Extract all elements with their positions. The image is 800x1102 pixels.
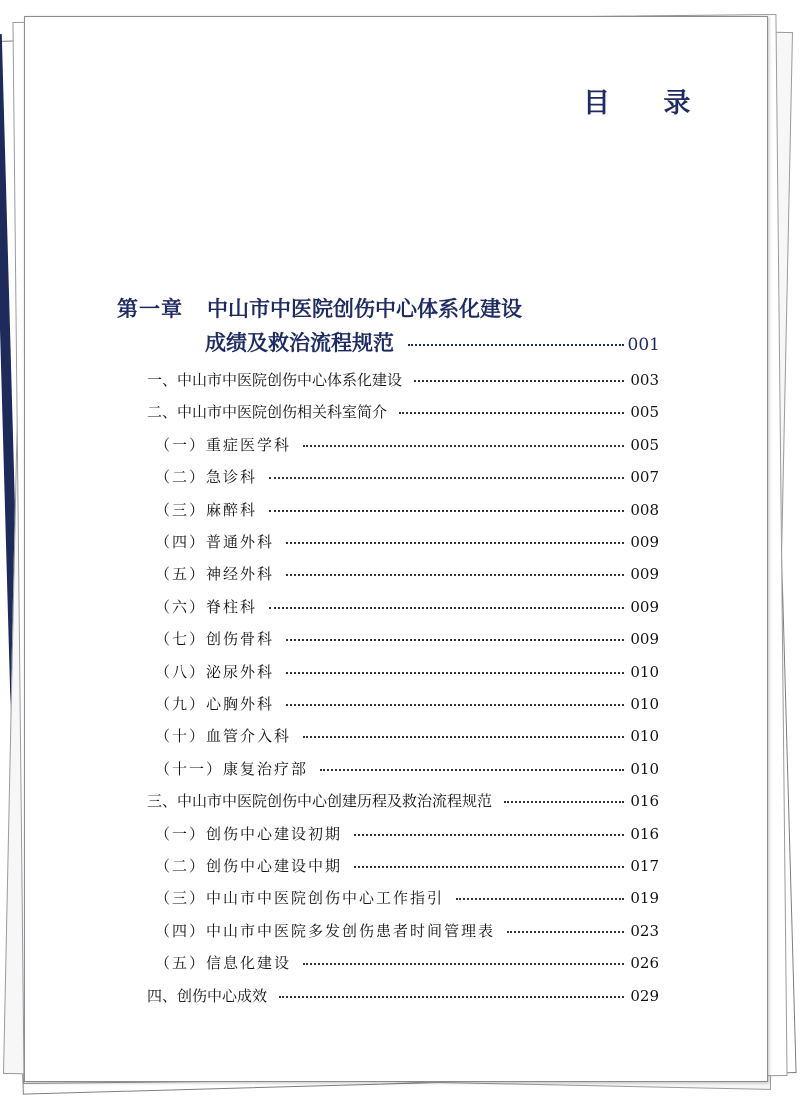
- toc-entry[interactable]: [147, 790, 659, 814]
- toc-entry-page: 019: [630, 889, 659, 907]
- toc-entry-page: 017: [630, 857, 659, 875]
- toc-entry-page: 007: [630, 468, 659, 486]
- toc-entry-title: （五）神经外科: [155, 565, 275, 583]
- page-title: 目 录: [583, 88, 713, 119]
- dot-leader: [269, 606, 624, 609]
- toc-entry-title: （三）麻醉科: [155, 501, 258, 519]
- toc-entry[interactable]: [147, 985, 659, 1009]
- toc-entry[interactable]: [155, 952, 659, 976]
- dot-leader: [286, 671, 624, 674]
- toc-entry-page: 008: [630, 501, 659, 519]
- toc-entry-page: 010: [630, 760, 659, 778]
- dot-leader: [354, 865, 624, 868]
- toc-entry-page: 010: [630, 727, 659, 745]
- toc-entry[interactable]: [155, 434, 659, 458]
- toc-entry-title: （十一）康复治疗部: [155, 760, 309, 778]
- toc-entry-title: 四、创伤中心成效: [147, 987, 268, 1005]
- dot-leader: [279, 995, 624, 998]
- toc-entry-page: 009: [630, 630, 659, 648]
- toc-entry-title: （八）泌尿外科: [155, 663, 275, 681]
- toc-entry[interactable]: [155, 855, 659, 879]
- toc-entry-title: （四）中山市中医院多发创伤患者时间管理表: [155, 922, 496, 940]
- chapter-page-number: 001: [627, 335, 660, 355]
- dot-leader: [414, 379, 624, 382]
- dot-leader: [456, 897, 624, 900]
- toc-entry-title: 三、中山市中医院创伤中心创建历程及救治流程规范: [147, 792, 493, 810]
- toc-entry-title: （二）创伤中心建设中期: [155, 857, 343, 875]
- toc-entry-page: 005: [630, 403, 659, 421]
- dot-leader: [286, 541, 624, 544]
- toc-entry[interactable]: [155, 499, 659, 523]
- toc-entry-title: （一）重症医学科: [155, 436, 292, 454]
- toc-entry-title: （十）血管介入科: [155, 727, 292, 745]
- dot-leader: [286, 573, 624, 576]
- toc-entry-title: （七）创伤骨科: [155, 630, 275, 648]
- dot-leader: [303, 962, 624, 965]
- toc-entry-title: 二、中山市中医院创伤相关科室简介: [147, 403, 388, 421]
- toc-entry-page: 016: [630, 825, 659, 843]
- toc-entry[interactable]: [155, 466, 659, 490]
- dot-leader: [303, 444, 624, 447]
- toc-entry-title: （三）中山市中医院创伤中心工作指引: [155, 889, 445, 907]
- toc-entry-page: 009: [630, 533, 659, 551]
- toc-entry-page: 029: [630, 987, 659, 1005]
- toc-entry[interactable]: [155, 758, 659, 782]
- toc-entry-page: 009: [630, 598, 659, 616]
- toc-entry-title: （五）信息化建设: [155, 954, 292, 972]
- toc-entry-page: 023: [630, 922, 659, 940]
- toc-entry[interactable]: [155, 920, 659, 944]
- chapter-title-line1: 中山市中医院创伤中心体系化建设: [207, 296, 522, 321]
- toc-entry-title: （二）急诊科: [155, 468, 258, 486]
- toc-entry-title: （一）创伤中心建设初期: [155, 825, 343, 843]
- toc-entry-page: 026: [630, 954, 659, 972]
- chapter-heading-continued: [205, 327, 660, 357]
- toc-entry[interactable]: [155, 628, 659, 652]
- toc-entry[interactable]: [155, 725, 659, 749]
- toc-entry[interactable]: [155, 887, 659, 911]
- dot-leader: [504, 800, 624, 803]
- toc-entry-title: （四）普通外科: [155, 533, 275, 551]
- dot-leader: [269, 509, 624, 512]
- toc-entry-page: 003: [630, 371, 659, 389]
- toc-entry-page: 009: [630, 565, 659, 583]
- toc-entry[interactable]: [155, 531, 659, 555]
- dot-leader: [286, 638, 624, 641]
- toc-entry[interactable]: [155, 693, 659, 717]
- toc-entry[interactable]: [147, 401, 659, 425]
- toc-entry[interactable]: [155, 596, 659, 620]
- dot-leader: [408, 343, 624, 346]
- toc-entry[interactable]: [155, 661, 659, 685]
- toc-entry[interactable]: [147, 369, 659, 393]
- toc-entry-page: 005: [630, 436, 659, 454]
- dot-leader: [269, 476, 624, 479]
- toc-entry-title: 一、中山市中医院创伤中心体系化建设: [147, 371, 403, 389]
- toc-entry-title: （九）心胸外科: [155, 695, 275, 713]
- dot-leader: [399, 411, 624, 414]
- toc-page: [24, 16, 768, 1082]
- dot-leader: [320, 768, 624, 771]
- dot-leader: [507, 930, 624, 933]
- toc-entry-title: （六）脊柱科: [155, 598, 258, 616]
- chapter-heading: [117, 293, 522, 323]
- chapter-number: 第一章: [117, 296, 183, 321]
- toc-entry[interactable]: [155, 823, 659, 847]
- toc-entry[interactable]: [155, 563, 659, 587]
- toc-entry-page: 010: [630, 695, 659, 713]
- dot-leader: [303, 735, 624, 738]
- chapter-title-line2: 成绩及救治流程规范: [205, 330, 394, 355]
- dot-leader: [354, 833, 624, 836]
- toc-entry-page: 010: [630, 663, 659, 681]
- toc-entry-page: 016: [630, 792, 659, 810]
- dot-leader: [286, 703, 624, 706]
